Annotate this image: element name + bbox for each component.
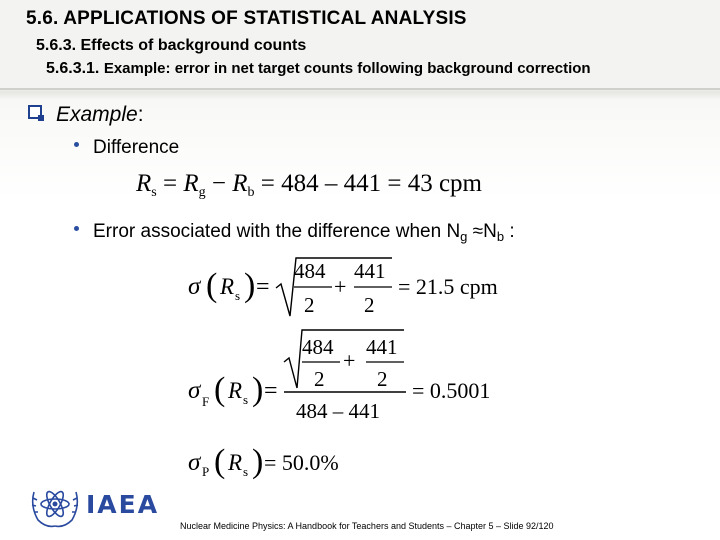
- denominator-2: 2: [364, 293, 375, 317]
- numerator-1: 484: [302, 335, 334, 359]
- numerator-2: 441: [354, 259, 386, 283]
- denominator-1: 2: [314, 367, 325, 391]
- subsubsection-title: [46, 60, 591, 78]
- denominator-1: 2: [304, 293, 315, 317]
- r-symbol: R: [220, 274, 235, 299]
- eq-sub-g: g: [198, 185, 206, 200]
- main-denominator: 484 – 441: [296, 399, 380, 423]
- sigma-result: = 21.5 cpm: [398, 274, 498, 299]
- r-sub-s: s: [243, 392, 249, 407]
- plus-sign: +: [334, 274, 347, 299]
- difference-label: Difference: [93, 137, 180, 158]
- sigma-f-symbol: σ: [188, 377, 201, 404]
- denominator-2: 2: [377, 367, 388, 391]
- paren-right: ): [244, 267, 256, 304]
- difference-equation: [136, 170, 482, 198]
- eq-difference-result: = 484 – 441 = 43 cpm: [260, 170, 483, 197]
- eq-sub-b: b: [247, 185, 255, 200]
- sub-b: b: [496, 229, 505, 244]
- paren-left: (: [206, 267, 218, 304]
- bullet-dot-icon: [74, 226, 79, 231]
- sigma-p-symbol: σ: [188, 449, 201, 476]
- paren-right: ): [252, 371, 264, 408]
- paren-left: (: [214, 443, 226, 480]
- header-divider: [0, 88, 720, 90]
- example-bullet: [28, 103, 144, 127]
- r-sub-s: s: [243, 464, 249, 479]
- error-label: Error associated with the difference when N: [93, 221, 461, 242]
- plus-sign: +: [343, 348, 356, 373]
- sigma-sub-p: P: [202, 464, 210, 479]
- eq-equals: =: [162, 170, 178, 197]
- error-tail: :: [504, 221, 515, 242]
- sigma-symbol: σ: [188, 273, 201, 300]
- example-colon: :: [137, 103, 144, 126]
- eq-r-symbol: R: [136, 170, 152, 197]
- equals-sign: =: [256, 274, 270, 300]
- bullet-dot-icon: [74, 142, 79, 147]
- r-symbol: R: [228, 378, 243, 403]
- numerator-2: 441: [366, 335, 398, 359]
- sigma-equation: [180, 250, 520, 322]
- sub-g: g: [460, 229, 468, 244]
- sigma-f-result: = 0.5001: [412, 378, 491, 403]
- iaea-logo-icon: [28, 480, 82, 530]
- slide-title: 5.6. APPLICATIONS OF STATISTICAL ANALYSIS: [26, 8, 467, 29]
- approx-symbol: ≈N: [467, 221, 497, 242]
- r-sub-s: s: [235, 288, 241, 303]
- eq-rb-symbol: R: [232, 170, 248, 197]
- numerator-1: 484: [294, 259, 326, 283]
- equals-sign: =: [264, 378, 278, 404]
- eq-sub-s: s: [151, 185, 157, 200]
- checkbox-bullet-icon: [28, 105, 42, 119]
- paren-right: ): [252, 443, 264, 480]
- sigma-f-equation: [180, 326, 520, 426]
- sub-bullet-difference: [74, 137, 179, 159]
- example-label: Example: [56, 103, 138, 126]
- eq-minus: −: [211, 170, 226, 197]
- iaea-logo-text: IAEA: [86, 490, 160, 519]
- subsubsection-text: Example: error in net target counts following background correction: [103, 60, 591, 77]
- r-symbol: R: [228, 450, 243, 475]
- paren-left: (: [214, 371, 226, 408]
- footer-citation: Nuclear Medicine Physics: A Handbook for Teachers and Students – Chapter 5 – Slide 92/120: [180, 521, 554, 531]
- eq-rg-symbol: R: [183, 170, 199, 197]
- sigma-sub-f: F: [202, 394, 210, 409]
- subsubsection-number: 5.6.3.1.: [46, 60, 100, 77]
- sigma-p-equation: [180, 442, 420, 482]
- sigma-p-result: = 50.0%: [264, 450, 339, 475]
- subsection-title: 5.6.3. Effects of background counts: [36, 37, 307, 54]
- sub-bullet-error: [74, 221, 515, 243]
